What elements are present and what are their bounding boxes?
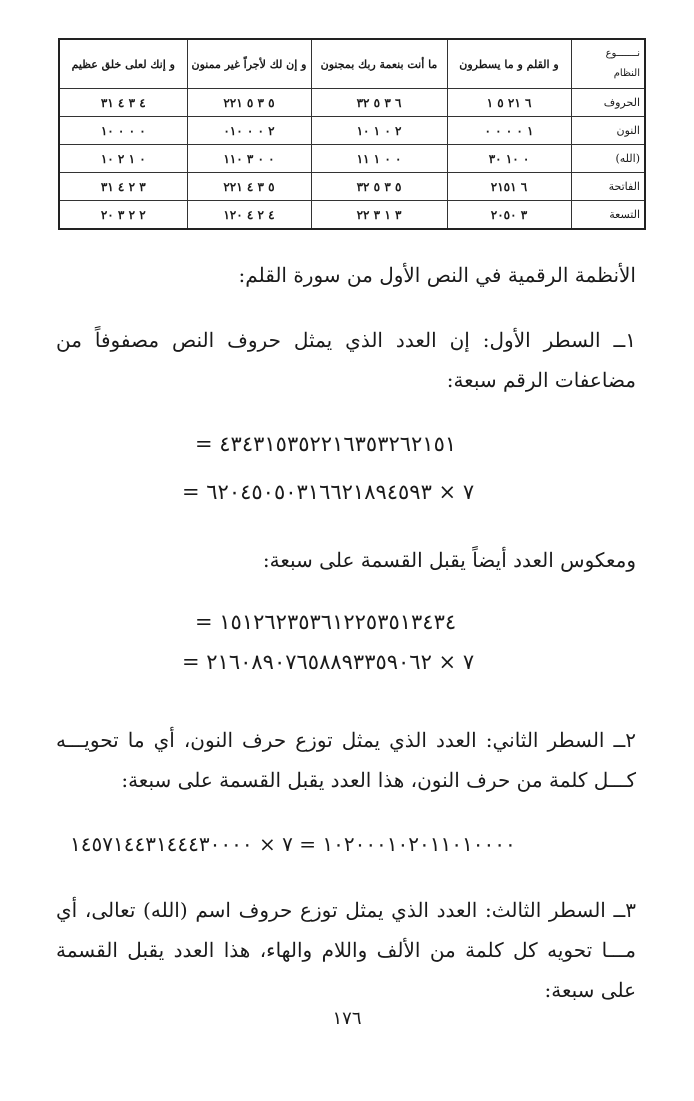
paragraph-reverse: ومعكوس العدد أيضاً يقبل القسمة على سبعة: bbox=[262, 548, 636, 572]
row-label: (الله) bbox=[571, 145, 645, 173]
table-header-row bbox=[59, 39, 645, 89]
equation-number: = ٤٣٤٣١٥٣٥٢٢١٦٣٥٣٢٦٢١٥١ bbox=[195, 432, 457, 456]
table-cell: ٣ ١ ٣ ٢٢ bbox=[311, 201, 447, 230]
table-cell: ٢ ٠ ١ ١٠ bbox=[311, 117, 447, 145]
table-cell: ٣ ٢٠٥٠ bbox=[447, 201, 571, 230]
table-cell: ٣ ٢ ٤ ٣١ bbox=[59, 173, 187, 201]
table-corner-cell bbox=[571, 39, 645, 89]
page-number: ١٧٦ bbox=[332, 1008, 362, 1029]
row-label: التسعة bbox=[571, 201, 645, 230]
paragraph-line-three: ٣ــ السطر الثالث: العدد الذي يمثل توزع حروف اسم (الله) تعالى، أي مـــا تحويه كل كلمة من الألف واللام والهاء، هذا العدد يقبل القسمة على سبعة: bbox=[56, 898, 636, 1002]
table-cell: ٢ ٠ ٠ ٠١٠ bbox=[187, 117, 311, 145]
row-label: الحروف bbox=[571, 89, 645, 117]
table-row bbox=[59, 145, 645, 173]
corner-label-type: نـــــــوع bbox=[605, 48, 640, 59]
table-cell: ٦ ٣ ٥ ٣٢ bbox=[311, 89, 447, 117]
table-cell: ٠ ١ ٢ ١٠ bbox=[59, 145, 187, 173]
table-cell: ٠ ٠ ٣ ١١٠ bbox=[187, 145, 311, 173]
table-row bbox=[59, 117, 645, 145]
table-cell: ٤ ٣ ٤ ٣١ bbox=[59, 89, 187, 117]
corner-label-system: النظام bbox=[613, 68, 640, 79]
row-label: النون bbox=[571, 117, 645, 145]
table-cell: ٤ ٢ ٤ ١٢٠ bbox=[187, 201, 311, 230]
table-cell: ٠ ٠ ١ ١١ bbox=[311, 145, 447, 173]
table-cell: ٥ ٣ ٥ ٣٢ bbox=[311, 173, 447, 201]
column-header: ما أنت بنعمة ربك بمجنون bbox=[311, 39, 447, 89]
table-row bbox=[59, 89, 645, 117]
column-header: و إنك لعلى خلق عظيم bbox=[59, 39, 187, 89]
equation-reversed-number: = ١٥١٢٦٢٣٥٣٦١٢٢٥٣٥١٣٤٣٤ bbox=[195, 610, 457, 634]
numeric-systems-table bbox=[58, 38, 646, 230]
table-cell: ٠ ١٠ ٣٠ bbox=[447, 145, 571, 173]
column-header: و القلم و ما يسطرون bbox=[447, 39, 571, 89]
table-cell: ٢ ٢ ٣ ٢٠ bbox=[59, 201, 187, 230]
paragraph-line-one: ١ــ السطر الأول: إن العدد الذي يمثل حروف النص مصفوفاً من مضاعفات الرقم سبعة: bbox=[56, 328, 636, 392]
equation-product: = ٧ × ٦٢٠٤٥٠٥٠٣١٦٦٢١٨٩٤٥٩٣ bbox=[182, 480, 475, 504]
table-cell: ٥ ٣ ٤ ٢٢١ bbox=[187, 173, 311, 201]
table-row bbox=[59, 173, 645, 201]
table-cell: ٥ ٣ ٥ ٢٢١ bbox=[187, 89, 311, 117]
table-cell: ٦ ٢١ ٥ ١ bbox=[447, 89, 571, 117]
paragraph-line-two: ٢ــ السطر الثاني: العدد الذي يمثل توزع حرف النون، أي ما تحويـــه كـــل كلمة من حرف النون، هذا العدد يقبل القسمة على سبعة: bbox=[56, 728, 636, 792]
equation-reversed-product: = ٧ × ٢١٦٠٨٩٠٧٦٥٨٨٩٣٣٥٩٠٦٢ bbox=[182, 650, 475, 674]
table-cell: ٠ ٠ ٠ ١٠ bbox=[59, 117, 187, 145]
table-cell: ١ ٠ ٠ ٠ ٠ bbox=[447, 117, 571, 145]
equation-nun: ١٠٢٠٠٠١٠٢٠١١٠١٠٠٠٠ = ٧ × ١٤٥٧١٤٤٣١٤٤٤٣٠٠٠٠ bbox=[70, 832, 516, 856]
row-label: الفاتحة bbox=[571, 173, 645, 201]
table-cell: ٦ ٢١٥١ bbox=[447, 173, 571, 201]
table-row bbox=[59, 201, 645, 230]
column-header: و إن لك لأجراً غير ممنون bbox=[187, 39, 311, 89]
section-heading: الأنظمة الرقمية في النص الأول من سورة القلم: bbox=[238, 263, 636, 287]
